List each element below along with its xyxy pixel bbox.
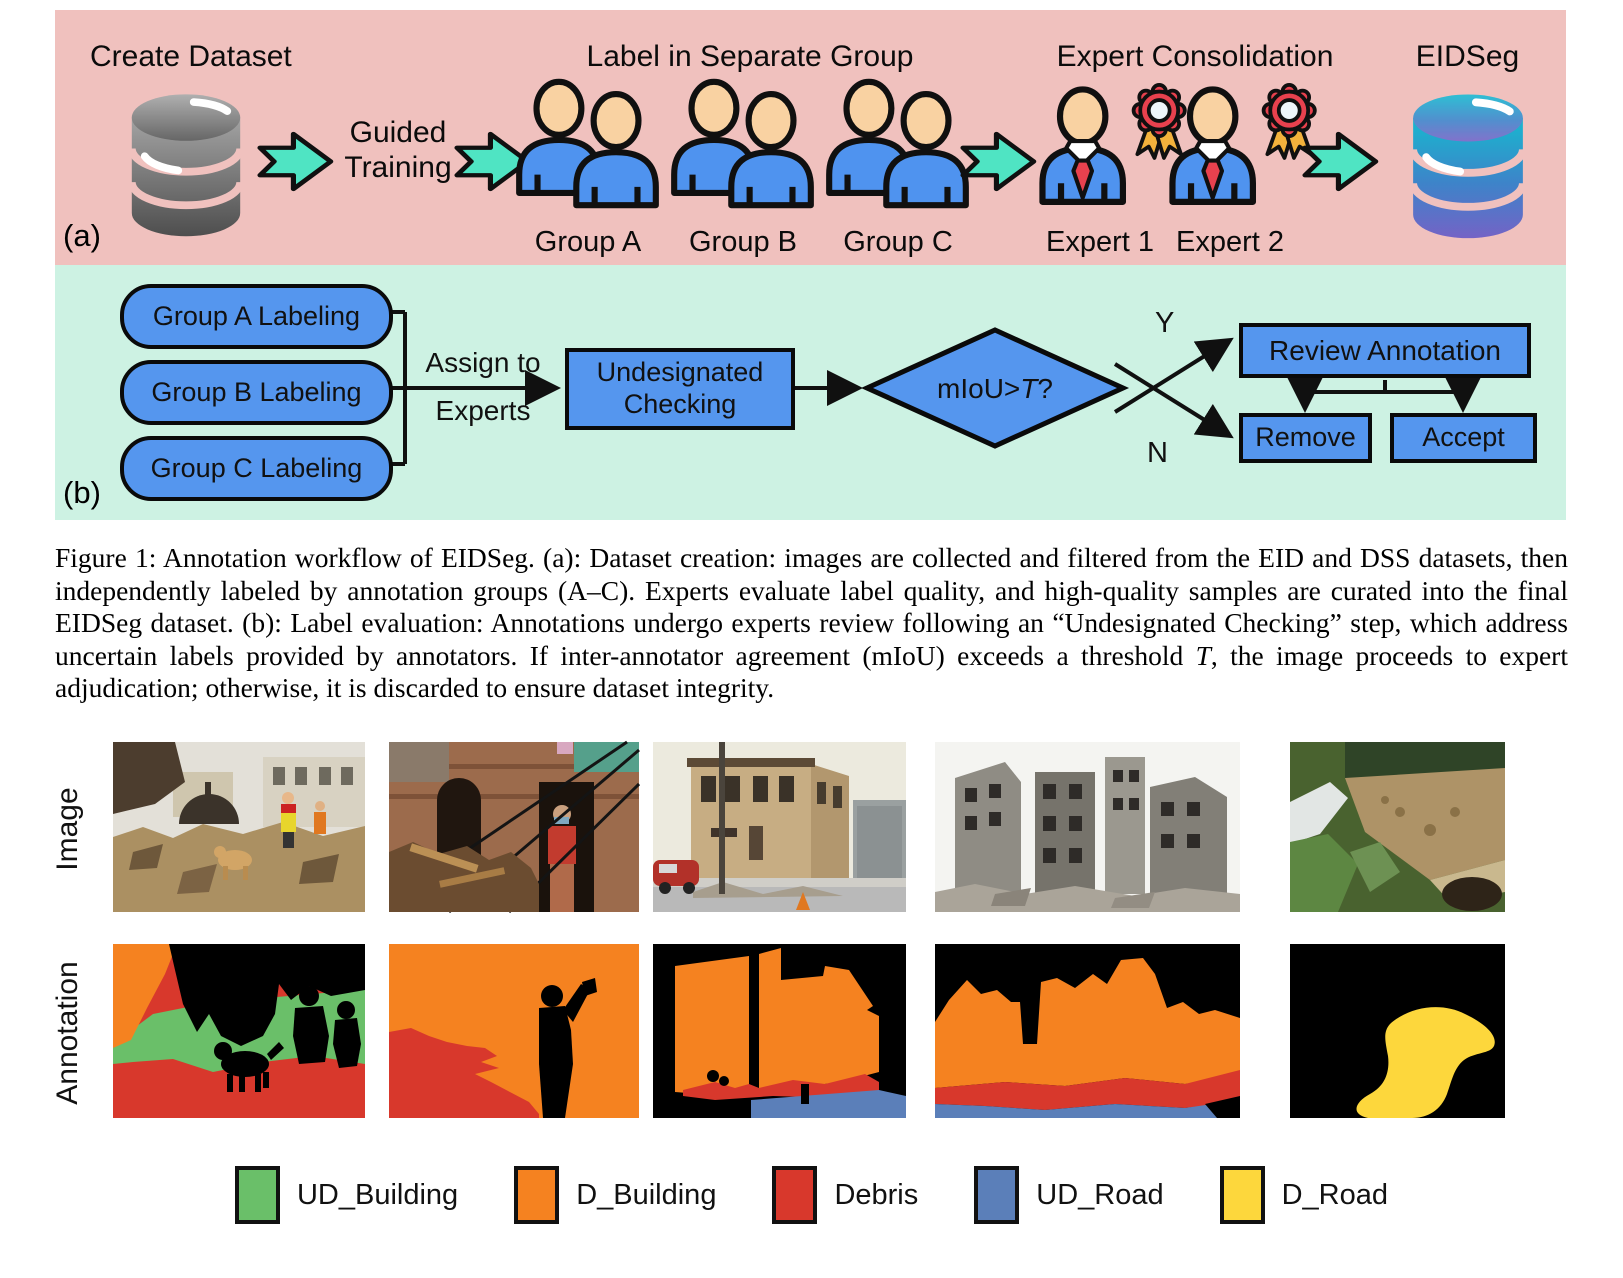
expert-1-label: Expert 1 — [1046, 226, 1154, 258]
group-b-label: Group B — [689, 226, 797, 258]
review-annotation-box: Review Annotation — [1239, 323, 1531, 378]
legend-item — [514, 1166, 716, 1224]
pill-group-c-labeling: Group C Labeling — [120, 436, 393, 501]
figure-caption: Figure 1: Annotation workflow of EIDSeg. (a): Dataset creation: images are collected and filtered from the EID and DSS datasets, then independently labeled by annotation groups (A–C). Experts evaluate label quality, and high-quality samples are curated into the final EIDSeg dataset. (b): Label evaluation: Annotations undergo experts review following an “Undesignated Checking” step, which address uncertain labels provided by annotators. If inter-annotator agreement (mIoU) exceeds a threshold T, the image proceeds to expert adjudication; otherwise, it is discarded to ensure dataset integrity. — [55, 542, 1568, 703]
annotation-2 — [389, 944, 639, 1118]
arrow-right-icon — [963, 134, 1035, 189]
legend-item — [772, 1166, 918, 1224]
guided-training-label: Guided Training — [344, 116, 452, 184]
create-dataset-heading: Create Dataset — [90, 40, 292, 73]
legend-swatch-ud-building — [235, 1166, 280, 1224]
eidseg-database-icon — [1400, 84, 1536, 246]
accept-box: Accept — [1390, 413, 1537, 463]
expert-2-label: Expert 2 — [1176, 226, 1284, 258]
legend-label: UD_Building — [296, 1178, 459, 1211]
annotation-5 — [1290, 944, 1505, 1118]
photo-1 — [113, 742, 365, 912]
annotator-pair-icon — [510, 78, 665, 208]
legend-label: D_Road — [1281, 1178, 1389, 1211]
annotation-row-label: Annotation — [51, 961, 84, 1105]
yes-label: Y — [1155, 307, 1175, 339]
annotation-1 — [113, 944, 365, 1118]
panel-a-dataset-creation — [55, 10, 1566, 265]
no-label: N — [1147, 437, 1168, 469]
experts-label: Experts — [435, 395, 531, 426]
photo-3 — [653, 742, 906, 912]
annotator-pair-icon — [665, 78, 820, 208]
image-row-label: Image — [51, 787, 84, 871]
legend-item — [235, 1166, 458, 1224]
panel-a-tag: (a) — [63, 218, 101, 253]
photo-4 — [935, 742, 1240, 912]
photo-5 — [1290, 742, 1505, 912]
group-a-label: Group A — [534, 226, 642, 258]
annotator-pair-icon — [820, 78, 975, 208]
legend-label: D_Building — [576, 1178, 717, 1211]
arrow-right-icon — [260, 134, 332, 189]
legend-item — [974, 1166, 1163, 1224]
undesignated-checking-box: Undesignated Checking — [565, 348, 795, 430]
eidseg-heading: EIDSeg — [1415, 40, 1520, 73]
legend-swatch-d-building — [514, 1166, 559, 1224]
legend — [0, 1166, 1623, 1224]
decision-label: mIoU>T? — [937, 373, 1053, 404]
annotation-3 — [653, 944, 906, 1118]
legend-swatch-debris — [772, 1166, 817, 1224]
label-in-separate-group-heading: Label in Separate Group — [586, 40, 914, 73]
legend-label: UD_Road — [1036, 1178, 1164, 1211]
pill-group-a-labeling: Group A Labeling — [120, 284, 393, 349]
expert-consolidation-heading: Expert Consolidation — [1056, 40, 1334, 73]
group-c-label: Group C — [843, 226, 953, 258]
arrow-right-icon — [1305, 134, 1377, 189]
pill-group-b-labeling: Group B Labeling — [120, 360, 393, 425]
legend-swatch-ud-road — [974, 1166, 1019, 1224]
legend-label: Debris — [834, 1178, 919, 1211]
dataset-database-icon — [120, 84, 252, 244]
annotation-4 — [935, 944, 1240, 1118]
remove-box: Remove — [1239, 413, 1372, 463]
panel-b-tag: (b) — [63, 475, 101, 510]
panel-b-label-evaluation — [55, 265, 1566, 520]
legend-swatch-d-road — [1220, 1166, 1265, 1224]
assign-to-label: Assign to — [425, 347, 541, 378]
photo-2 — [389, 742, 639, 912]
expert-icon — [1157, 76, 1322, 206]
legend-item — [1220, 1166, 1388, 1224]
